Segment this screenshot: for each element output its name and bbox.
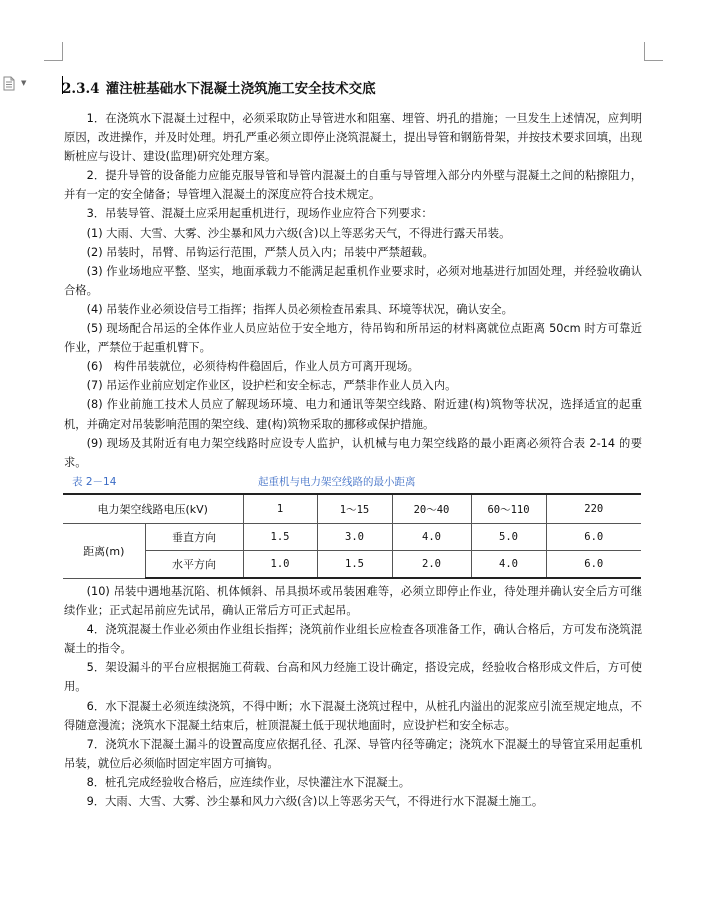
- paragraph: (2) 吊装时，吊臂、吊钩运行范围，严禁人员入内；吊装中严禁超载。: [86, 245, 434, 259]
- paragraph: (5) 现场配合吊运的全体作业人员应站位于安全地方，待吊钩和所吊运的材料离就位点距离 50cm 时方可靠近作业，严禁位于起重机臂下。: [64, 322, 642, 355]
- page-corner-mark-top-right: [644, 42, 663, 61]
- paragraph: (10) 吊装中遇地基沉陷、机体倾斜、吊具损坏或吊装困难等，必须立即停止作业，待处理并确认安全后方可继续作业；正式起吊前应先试吊，确认正常后方可正式起吊。: [64, 585, 642, 618]
- section-number: 2.3.4: [62, 81, 100, 97]
- paragraph: (9) 现场及其附近有电力架空线路时应设专人监护，认机械与电力架空线路的最小距离必须符合表 2-14 的要求。: [64, 436, 642, 469]
- horizontal-cell: 6.0: [546, 551, 641, 579]
- vertical-label: 垂直方向: [145, 524, 243, 551]
- distance-table: [63, 493, 641, 579]
- page-corner-mark-top-left: [44, 42, 63, 61]
- voltage-cell: 1～15: [317, 494, 392, 524]
- horizontal-cell: 1.5: [317, 551, 392, 579]
- voltage-cell: 60～110: [471, 494, 546, 524]
- vertical-cell: 5.0: [471, 524, 546, 551]
- vertical-cell: 6.0: [546, 524, 641, 551]
- horizontal-cell: 4.0: [471, 551, 546, 579]
- body-text-top: [64, 109, 642, 472]
- vertical-cell: 3.0: [317, 524, 392, 551]
- paragraph: 1．在浇筑水下混凝土过程中，必须采取防止导管进水和阻塞、埋管、坍孔的措施；一旦发生上述情况，应判明原因，改进操作，并及时处理。坍孔严重必须立即停止浇筑混凝土，提出导管和钢筋骨架，并按技术要求回填，出现断桩应与设计、建设(监理)研究处理方案。: [64, 112, 642, 164]
- horizontal-cell: 2.0: [392, 551, 471, 579]
- chevron-down-icon[interactable]: ▼: [21, 79, 27, 87]
- paragraph: 8．桩孔完成经验收合格后，应连续作业，尽快灌注水下混凝土。: [86, 775, 411, 789]
- section-title: 灌注桩基础水下混凝土浇筑施工安全技术交底: [105, 81, 376, 97]
- document-icon[interactable]: [3, 76, 15, 91]
- table-row: [63, 494, 641, 524]
- paragraph: (3) 作业场地应平整、坚实，地面承载力不能满足起重机作业要求时，必须对地基进行加固处理，并经验收确认合格。: [64, 264, 642, 297]
- paragraph: 3．吊装导管、混凝土应采用起重机进行，现场作业应符合下列要求：: [86, 207, 433, 221]
- paragraph: 5．架设漏斗的平台应根据施工荷载、台高和风力经施工设计确定，搭设完成，经验收合格形成文件后，方可使用。: [64, 661, 642, 694]
- paragraph: 6．水下混凝土必须连续浇筑，不得中断；水下混凝土浇筑过程中，从桩孔内溢出的泥浆应引流至规定地点，不得随意漫流；浇筑水下混凝土结束后，桩顶混凝土低于现状地面时，应设护栏和安全标志。: [64, 699, 642, 732]
- table-caption: [72, 474, 640, 490]
- paragraph: 7．浇筑水下混凝土漏斗的设置高度应依据孔径、孔深、导管内径等确定；浇筑水下混凝土的导管宜采用起重机吊装，就位后必须临时固定牢固方可摘钩。: [64, 737, 642, 770]
- voltage-cell: 20～40: [392, 494, 471, 524]
- paragraph: (1) 大雨、大雪、大雾、沙尘暴和风力六级(含)以上等恶劣天气，不得进行露天吊装。: [86, 226, 511, 240]
- voltage-header: 电力架空线路电压(kV): [63, 494, 243, 524]
- paragraph: (4) 吊装作业必须设信号工指挥；指挥人员必须检查吊索具、环境等状况，确认安全。: [86, 302, 513, 316]
- paragraph: (8) 作业前施工技术人员应了解现场环境、电力和通讯等架空线路、附近建(构)筑物等状况，选择适宜的起重机，并确定对吊装影响范围的架空线、建(构)筑物采取的挪移或保护措施。: [64, 398, 642, 431]
- horizontal-cell: 1.0: [243, 551, 317, 579]
- section-heading: [62, 77, 376, 97]
- vertical-cell: 4.0: [392, 524, 471, 551]
- paragraph: (7) 吊运作业前应划定作业区，设护栏和安全标志，严禁非作业人员入内。: [86, 379, 457, 393]
- table-row: [63, 524, 641, 551]
- paragraph: 2．提升导管的设备能力应能克服导管和导管内混凝土的自重与导管埋入部分内外壁与混凝土之间的粘擦阻力，并有一定的安全储备；导管埋入混凝土的深度应符合技术规定。: [64, 169, 642, 202]
- body-text-bottom: [64, 582, 642, 811]
- table-row: [63, 551, 641, 579]
- voltage-cell: 220: [546, 494, 641, 524]
- horizontal-label: 水平方向: [145, 551, 243, 579]
- paragraph: 4．浇筑混凝土作业必须由作业组长指挥；浇筑前作业组长应检查各项准备工作，确认合格后，方可发布浇筑混凝土的指令。: [64, 623, 642, 656]
- distance-header: 距离(m): [63, 524, 145, 579]
- paragraph: (6) 构件吊装就位，必须待构件稳固后，作业人员方可离开现场。: [86, 360, 419, 374]
- paragraph: 9．大雨、大雪、大雾、沙尘暴和风力六级(含)以上等恶劣天气，不得进行水下混凝土施工。: [86, 795, 544, 809]
- table-title: 起重机与电力架空线路的最小距离: [258, 476, 416, 488]
- vertical-cell: 1.5: [243, 524, 317, 551]
- table-number: 表 2－14: [72, 476, 117, 488]
- voltage-cell: 1: [243, 494, 317, 524]
